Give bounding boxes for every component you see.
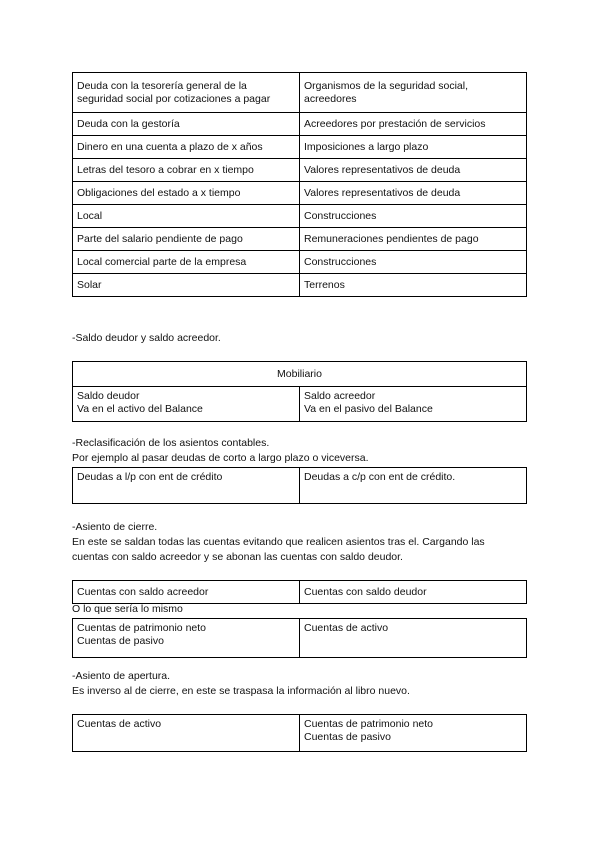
saldo-acreedor-desc: Va en el pasivo del Balance — [304, 403, 433, 415]
table-row — [73, 581, 527, 604]
table-cell: Remuneraciones pendientes de pago — [300, 228, 527, 251]
table-cell: Deuda con la tesorería general de la seguridad social por cotizaciones a pagar — [73, 73, 300, 113]
saldo-heading: -Saldo deudor y saldo acreedor. — [72, 332, 221, 344]
mobiliario-title: Mobiliario — [73, 362, 527, 387]
table-cell: Construcciones — [300, 205, 527, 228]
pasivo-label: Cuentas de pasivo — [304, 731, 391, 743]
table-cell: Terrenos — [300, 274, 527, 297]
table-cell: Deuda con la gestoría — [73, 113, 300, 136]
table-cell — [300, 715, 527, 752]
table-cell: Valores representativos de deuda — [300, 182, 527, 205]
table-cell: Letras del tesoro a cobrar en x tiempo — [73, 159, 300, 182]
table-cell: Local comercial parte de la empresa — [73, 251, 300, 274]
cierre-table-1 — [72, 580, 527, 604]
apertura-heading: -Asiento de apertura. — [72, 670, 171, 682]
table-row — [73, 274, 527, 297]
table-cell: Deudas a l/p con ent de crédito — [73, 468, 300, 504]
reclas-heading: -Reclasificación de los asientos contables. — [72, 437, 270, 449]
table-cell: Dinero en una cuenta a plazo de x años — [73, 136, 300, 159]
apertura-text: Es inverso al de cierre, en este se traspasa la información al libro nuevo. — [72, 685, 410, 697]
table-cell — [73, 619, 300, 658]
table-cell: Acreedores por prestación de servicios — [300, 113, 527, 136]
patrimonio-neto-label: Cuentas de patrimonio neto — [77, 622, 206, 634]
table-cell: Obligaciones del estado a x tiempo — [73, 182, 300, 205]
table-cell: Cuentas de activo — [73, 715, 300, 752]
table-row — [73, 468, 527, 504]
table-cell: Deudas a c/p con ent de crédito. — [300, 468, 527, 504]
table-cell: Cuentas con saldo acreedor — [73, 581, 300, 604]
table-cell: Cuentas con saldo deudor — [300, 581, 527, 604]
cierre-between-text: O lo que sería lo mismo — [72, 603, 183, 615]
table-cell — [300, 387, 527, 422]
apertura-table — [72, 714, 527, 752]
table-row — [73, 205, 527, 228]
table-cell — [73, 387, 300, 422]
table-row — [73, 159, 527, 182]
accounts-mapping-table — [72, 72, 527, 297]
cierre-text-line1: En este se saldan todas las cuentas evitando que realicen asientos tras el. Cargando las — [72, 536, 485, 548]
table-cell: Organismos de la seguridad social, acreedores — [300, 73, 527, 113]
table-row — [73, 73, 527, 113]
table-row — [73, 113, 527, 136]
table-cell: Solar — [73, 274, 300, 297]
table-cell: Imposiciones a largo plazo — [300, 136, 527, 159]
table-cell: Local — [73, 205, 300, 228]
table-row — [73, 619, 527, 658]
cierre-table-2 — [72, 618, 527, 658]
table-cell: Valores representativos de deuda — [300, 159, 527, 182]
table-cell: Cuentas de activo — [300, 619, 527, 658]
table-cell: Construcciones — [300, 251, 527, 274]
reclas-table — [72, 467, 527, 504]
table-row — [73, 715, 527, 752]
table-cell: Parte del salario pendiente de pago — [73, 228, 300, 251]
patrimonio-neto-label: Cuentas de patrimonio neto — [304, 718, 433, 730]
saldo-deudor-desc: Va en el activo del Balance — [77, 403, 203, 415]
table-row — [73, 182, 527, 205]
table-row — [73, 228, 527, 251]
saldo-acreedor-label: Saldo acreedor — [304, 390, 376, 402]
table-row — [73, 136, 527, 159]
table-row — [73, 387, 527, 422]
mobiliario-table — [72, 361, 527, 422]
table-row — [73, 251, 527, 274]
pasivo-label: Cuentas de pasivo — [77, 635, 164, 647]
table-row — [73, 362, 527, 387]
cierre-heading: -Asiento de cierre. — [72, 521, 158, 533]
reclas-text: Por ejemplo al pasar deudas de corto a largo plazo o viceversa. — [72, 452, 369, 464]
saldo-deudor-label: Saldo deudor — [77, 390, 140, 402]
cierre-text-line2: cuentas con saldo acreedor y se abonan las cuentas con saldo deudor. — [72, 551, 403, 563]
